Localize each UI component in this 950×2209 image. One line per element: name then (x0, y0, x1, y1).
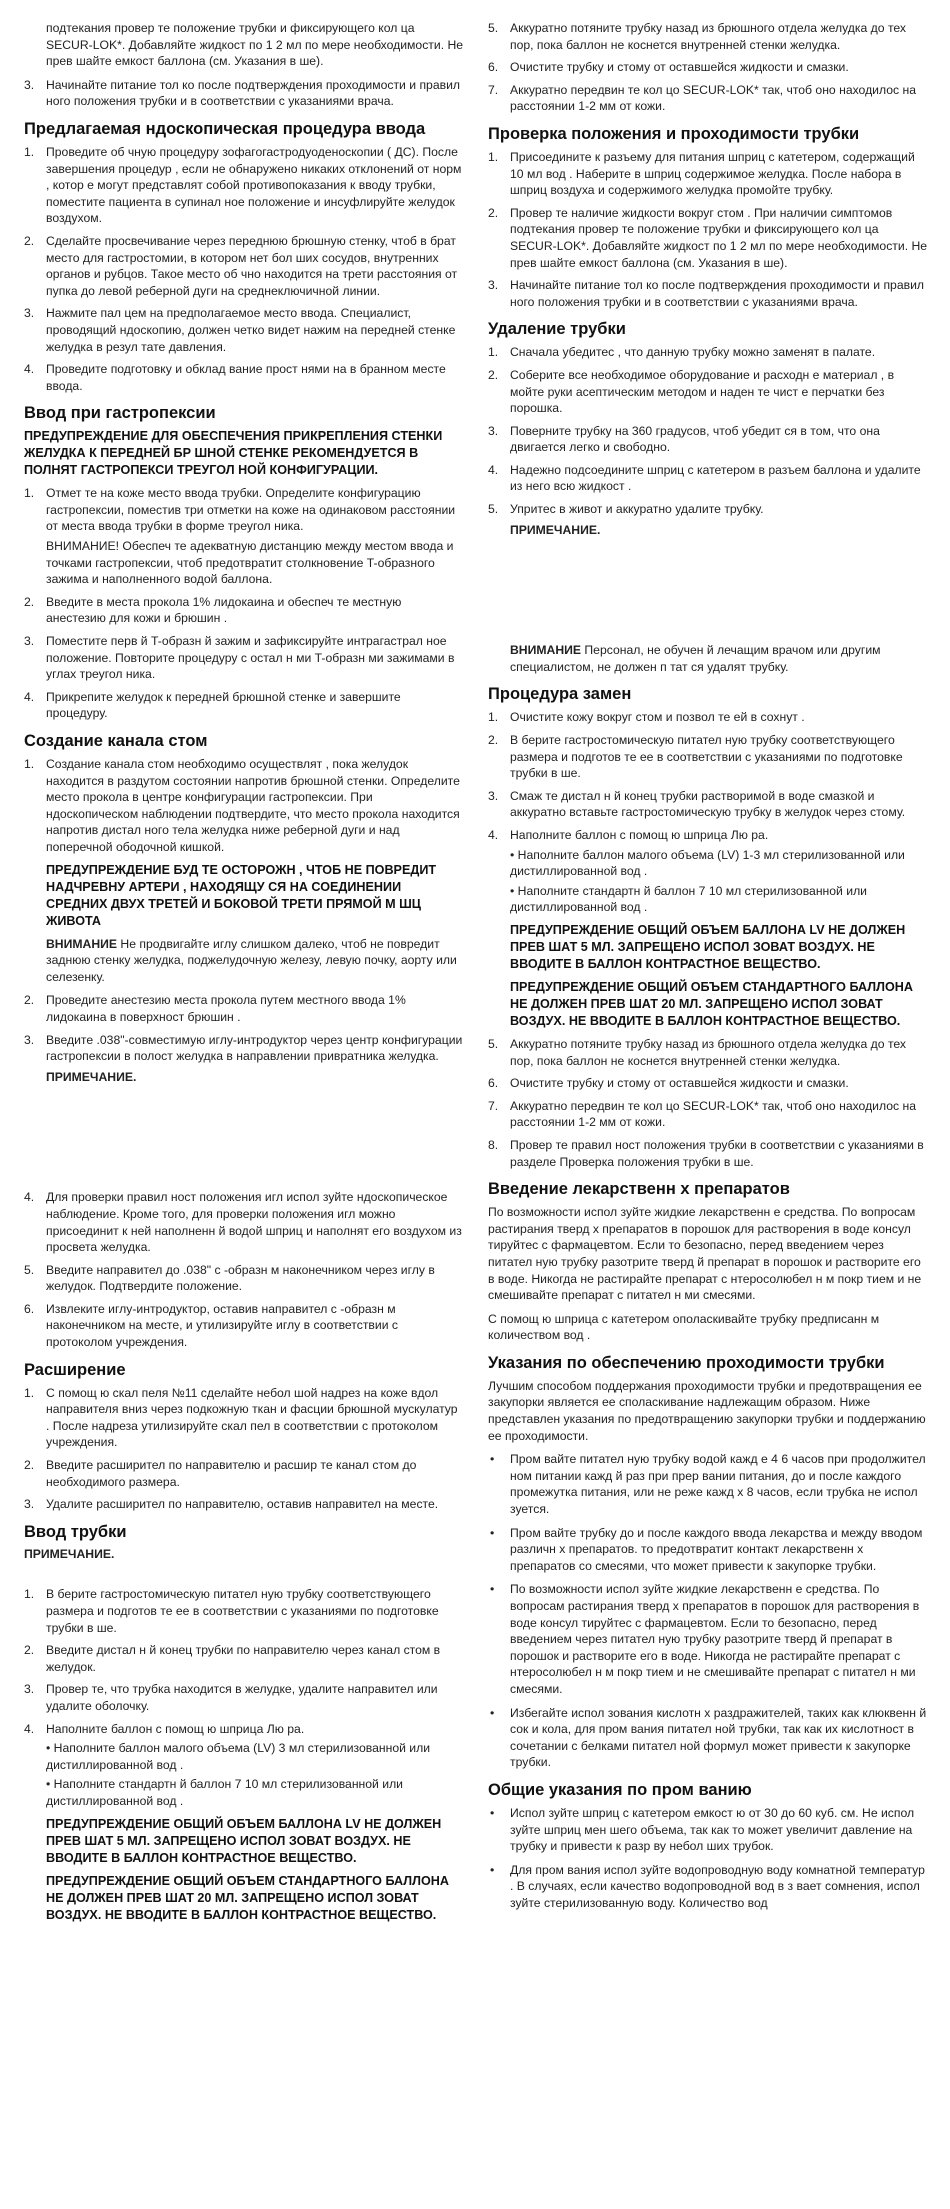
top-list (24, 77, 464, 110)
caution-paragraph: ВНИМАНИЕ Персонал, не обучен й лечащим врачом или другим специалистом, не должен п тат ся удалят трубку. (510, 643, 881, 674)
list-item: 1. С помощ ю скал пеля №11 сделайте небол шой надрез на коже вдол направителя вниз через подкожную ткан и фасции брюшной мускулатур . После надреза утилизируйте скал пел в соответствии с протоколом учреждения. (24, 1385, 458, 1450)
list-item: 8. Провер те правил ност положения трубки в соответствии с указаниями в разделе Проверка положения трубки в ше. (488, 1137, 924, 1169)
list-item: 4. Проведите подготовку и обклад вание прост нями на в бранном месте ввода. (24, 362, 446, 393)
caution-paragraph: ВНИМАНИЕ Не продвигайте иглу слишком далеко, чтоб не повредит заднюю стенку желудка, поджелудочную железу, левую почку, аорту или селезенку. (46, 936, 457, 984)
paragraph: Лучшим способом поддержания проходимости трубки и предотвращения ее закупорки является ее споласкивание надлежащим образом. Ниже представлен указания по предотвращению закупорки трубки и поддержанию ее проходимости. (488, 1378, 926, 1443)
list-item: 1. Создание канала стом необходимо осуществлят , пока желудок находится в раздутом состоянии напротив брюшной стенки. Определите место прокола в центре конфигурации гастропексии. При ндоскопическом наблюдении подтвердите, что место прокола находится напротив дистал ного тела желудка ниже реберной дуги и над поперечной ободочной кишкой. (24, 757, 460, 854)
list-item: 1. Проведите об чную процедуру зофагогастродуоденоскопии ( ДС). После завершения процедур , если не обнаружено никаких отклонений от норм , котор е могут представлят собой противопоказания к вводу трубки, поместите пациента в супинал ное положение и инсуфлируйте желудок воздухом. (24, 144, 462, 226)
section-heading-gastropexy: Ввод при гастропексии (24, 404, 216, 423)
tube-insert-steps (24, 1586, 464, 1809)
list-item: • По возможности испол зуйте жидкие лекарственн е средства. По вопросам растирания тверд х препаратов в порошок для растворения в воде консул тируйтес с фармацевтом. Если то безопасно, перед введением через питател ную трубку разотрите тверд й препарат в порошок и растворите его в воде. Никогда не растирайте препарат с нтеросолюбел н м покр тием и не смешивайте препарат с питател н ми смесями. (490, 1582, 920, 1696)
stoma-steps-continued (24, 992, 464, 1085)
stoma-steps-continued-2 (24, 1189, 464, 1350)
warning-text: ПРЕДУПРЕЖДЕНИЕ ОБЩИЙ ОБЪЕМ БАЛЛОНА LV НЕ ДОЛЖЕН ПРЕВ ШАТ 5 МЛ. ЗАПРЕЩЕНО ИСПОЛ ЗОВАТ ВОЗДУХ. НЕ ВВОДИТЕ В БАЛЛОН КОНТРАСТНОЕ ВЕЩЕСТВО. (46, 1816, 442, 1865)
list-item: 4. Наполните баллон с помощ ю шприца Лю ра. • Наполните баллон малого объема (LV) 3 мл стерилизованной или дистиллированной вод . • Наполните стандартн й баллон 7 10 мл стерилизованной или дистиллированной вод . (24, 1721, 431, 1808)
list-item: • Испол зуйте шприц с катетером емкост ю от 30 до 60 куб. см. Не испол зуйте шприц мен шего объема, так как то может увеличит давление на трубку и привести к разр ву небол ших трубок. (490, 1805, 915, 1854)
list-item: 1. Присоедините к разъему для питания шприц с катетером, содержащий 10 мл вод . Наберите в шприц содержимое желудка. После набора в шприц воздуха и содержимого желудка промойте трубку. (488, 149, 915, 198)
warning-text: ПРЕДУПРЕЖДЕНИЕ ОБЩИЙ ОБЪЕМ СТАНДАРТНОГО БАЛЛОНА НЕ ДОЛЖЕН ПРЕВ ШАТ 20 МЛ. ЗАПРЕЩЕНО ИСПОЛ ЗОВАТ ВОЗДУХ. НЕ ВВОДИТЕ В БАЛЛОН КОНТРАСТНОЕ ВЕЩЕСТВО. (510, 979, 913, 1028)
list-item: 3. Поверните трубку на 360 градусов, чтоб убедит ся в том, что она двигается легко и свободно. (488, 423, 880, 455)
list-item: • Пром вайте питател ную трубку водой кажд е 4 6 часов при продолжител ном питании кажд й раз при прер вании питания, до и после каждого промежутка питания, или не реже кажд х 8 часов, если трубка не испол зуется. (490, 1452, 926, 1517)
stoma-steps (24, 756, 464, 856)
list-item: 4. Надежно подсоедините шприц с катетером в разъем баллона и удалите из него всю жидкост . (488, 462, 921, 494)
warning-text: ПРЕДУПРЕЖДЕНИЕ БУД ТЕ ОСТОРОЖН , ЧТОБ НЕ ПОВРЕДИТ НАДЧРЕВНУ АРТЕРИ , НАХОДЯЩУ СЯ НА СОЕДИНЕНИИ СРЕДНИХ ДВУХ ТРЕТЕЙ И БОКОВОЙ ТРЕТИ ПРЯМОЙ М ШЦ ЖИВОТА (46, 862, 437, 928)
list-item: 1. В берите гастростомическую питател ную трубку соответствующего размера и подготов те ее в соответствии с указаниями по подготовке трубки в ше. (24, 1587, 439, 1635)
section-heading-replacement: Процедура замен (488, 685, 632, 704)
note-label: ПРИМЕЧАНИЕ. (46, 1069, 137, 1084)
list-item: 4. Наполните баллон с помощ ю шприца Лю ра. • Наполните баллон малого объема (LV) 1-3 мл стерилизованной или дистиллированной вод . • Наполните стандартн й баллон 7 10 мл стерилизованной или дистиллированной вод . (488, 828, 905, 915)
list-item: • Избегайте испол зования кислотн х раздражителей, таких как клюквенн й сок и кола, для пром вания питател ной трубки, так как их кислотност в сочетании с белками питател ной формул может привести к закупорке трубки. (490, 1705, 927, 1770)
list-item: 2. Введите расширител по направителю и расшир те канал стом до необходимого размера. (24, 1458, 417, 1489)
list-item: 3. Нажмите пал цем на предполагаемое место ввода. Специалист, проводящий ндоскопию, должен четко видет нажим на передней стенке желудка в резул тате давления. (24, 306, 456, 354)
list-item: 6. Извлеките иглу-интродуктор, оставив направител с -образн м наконечником на месте, и утилизируйте иглу в соответствии с протоколом учреждения. (24, 1301, 398, 1350)
list-item: 7. Аккуратно передвин те кол цо SECUR-LOK* так, чтоб оно находилос на расстоянии 1-2 мм от кожи. (488, 1098, 917, 1130)
list-item: 3. Поместите перв й T-образн й зажим и зафиксируйте интрагастрал ное положение. Повторите процедуру с остал н ми T-образн ми зажимами в углах треугол ника. (24, 634, 455, 682)
replacement-steps (488, 709, 928, 916)
list-item: 3. Начинайте питание тол ко после подтверждения проходимости и правил ного положения трубки и в соответствии с указаниями врача. (24, 77, 460, 109)
list-item: 2. Введите дистал н й конец трубки по направителю через канал стом в желудок. (24, 1643, 441, 1674)
blank-space (24, 1568, 464, 1586)
position-check-steps (488, 149, 928, 310)
list-item: 4. Для проверки правил ност положения игл испол зуйте ндоскопическое наблюдение. Кроме того, для проверки положения игл можно присоединит к ней наполненн й водой шприц и наполнят его воздухом из просвета желудка. (24, 1190, 462, 1255)
warning-text: ПРЕДУПРЕЖДЕНИЕ ДЛЯ ОБЕСПЕЧЕНИЯ ПРИКРЕПЛЕНИЯ СТЕНКИ ЖЕЛУДКА К ПЕРЕДНЕЙ БР ШНОЙ СТЕНКЕ РЕКОМЕНДУЕТСЯ В ПОЛНЯТ ГАСТРОПЕКСИ ТРЕУГОЛ НОЙ КОНФИГУРАЦИИ. (24, 429, 443, 478)
paragraph: С помощ ю шприца с катетером ополаскивайте трубку предписанн м количеством вод . (488, 1311, 880, 1343)
continued-paragraph: подтекания провер те положение трубки и фиксирующего кол ца SECUR-LOK*. Добавляйте жидкост по 1 2 мл по мере необходимости. Не прев шайте емкост баллона (см. Указания в ше). (46, 21, 464, 69)
endoscopic-steps (24, 144, 464, 394)
caution-note: ВНИМАНИЕ! Обеспеч те адекватную дистанцию между местом ввода и точками гастропексии, чтоб предотвратит столкновение T-образного зажима и наполненного водой баллона. (46, 539, 454, 587)
list-item: 5. Аккуратно потяните трубку назад из брюшного отдела желудка до тех пор, пока баллон не коснется внутренней стенки желудка. (488, 21, 906, 52)
list-item: 3. Провер те, что трубка находится в желудке, удалите направител или удалите оболочку. (24, 1682, 438, 1713)
list-item: 1. Сначала убедитес , что данную трубку можно заменят в палате. (488, 345, 876, 360)
list-item: 7. Аккуратно передвин те кол цо SECUR-LOK* так, чтоб оно находилос на расстоянии 1-2 мм от кожи. (488, 82, 917, 114)
warning-text: ПРЕДУПРЕЖДЕНИЕ ОБЩИЙ ОБЪЕМ БАЛЛОНА LV НЕ ДОЛЖЕН ПРЕВ ШАТ 5 МЛ. ЗАПРЕЩЕНО ИСПОЛ ЗОВАТ ВОЗДУХ. НЕ ВВОДИТЕ В БАЛЛОН КОНТРАСТНОЕ ВЕЩЕСТВО. (510, 922, 906, 971)
paragraph: По возможности испол зуйте жидкие лекарственн е средства. По вопросам растирания тверд х препаратов в порошок для растворения в воде консул тируйтес с фармацевтом. Если то безопасно, перед введением через питател ную трубку разотрите тверд й препарат в порошок и растворите его в воде. Никогда не растирайте препарат с нтеросолюбел н м покр тием и не смешивайте препарат с питател н ми смесями. (488, 1205, 922, 1303)
list-item: • Пром вайте трубку до и после каждого ввода лекарства и между вводом различн х препаратов. то предотвратит контакт лекарственн х препаратов со смесями, что может привести к закупорке трубки. (490, 1525, 923, 1573)
list-item: 3. Смаж те дистал н й конец трубки растворимой в воде смазкой и аккуратно вставьте гастростомическую трубку в желудок через стому. (488, 788, 906, 820)
section-heading-stoma: Создание канала стом (24, 732, 208, 750)
list-item: 3. Начинайте питание тол ко после подтверждения проходимости и правил ного положения трубки и в соответствии с указаниями врача. (488, 278, 924, 309)
list-item: • Для пром вания испол зуйте водопроводную воду комнатной температур . В случаях, если качество водопроводной вод в з вает сомнения, испол зуйте стерилизованную воду. Количество вод (490, 1862, 925, 1910)
top-list (488, 20, 928, 115)
left-column (24, 20, 464, 1930)
list-item: 6. Очистите трубку и стому от оставшейся жидкости и смазки. (488, 60, 849, 75)
list-item: 6. Очистите трубку и стому от оставшейся жидкости и смазки. (488, 1076, 849, 1091)
list-item: 5. Введите направител до .038" с -образн м наконечником через иглу в желудок. Подтвердите положение. (24, 1262, 435, 1294)
note-label: ПРИМЕЧАНИЕ. (510, 522, 601, 537)
section-heading-flush: Общие указания по пром ванию (488, 1780, 752, 1799)
list-item: 1. Отмет те на коже место ввода трубки. Определите конфигурацию гастропексии, поместив три отметки на коже на одинаковом расстоянии от места ввода трубки в форме треугол ника. ВНИМАНИЕ! Обеспеч те адекватную дистанцию между местом ввода и точками гастропексии, чтоб предотвратит столкновение T-образного зажима и наполненного водой баллона. (24, 485, 464, 588)
list-item: 4. Прикрепите желудок к передней брюшной стенке и завершите процедуру. (24, 689, 401, 721)
replacement-steps-continued (488, 1036, 928, 1170)
list-item: 2. Введите в места прокола 1% лидокаина и обеспеч те местную анестезию для кожи и брюшин . (24, 594, 402, 626)
right-column (488, 20, 928, 1919)
list-item: 2. Соберите все необходимое оборудование и расходн е материал , в мойте руки асептическим методом и наден те чист е перчатки без порошка. (488, 367, 895, 416)
section-heading-dilation: Расширение (24, 1360, 126, 1379)
blank-space (488, 544, 928, 642)
note-label: ПРИМЕЧАНИЕ. (24, 1546, 115, 1561)
section-heading-removal: Удаление трубки (488, 320, 626, 339)
section-heading-endoscopic: Предлагаемая ндоскопическая процедура ввода (24, 119, 426, 138)
list-item: 2. Провер те наличие жидкости вокруг стом . При наличии симптомов подтекания провер те положение трубки и фиксирующего кол ца SECUR-LOK*. Добавляйте жидкост по 1 2 мл по мере необходимости. Не прев шайте емкост баллона (см. Указания в ше). (488, 205, 928, 270)
list-item: 2. В берите гастростомическую питател ную трубку соответствующего размера и подготов те ее в соответствии с указаниями по подготовке трубки в ше. (488, 733, 903, 781)
flush-bullets (488, 1805, 928, 1912)
gastropexy-steps (24, 485, 464, 722)
list-item: 2. Сделайте просвечивание через переднюю брюшную стенку, чтоб в брат место для гастростомии, в котором нет бол ших сосудов, внутренних органов и рубцов. Такое место об чно находится на трети расстояния от пупка до левой реберной дуги на среднеключичной линии. (24, 233, 458, 298)
list-item: 5. Аккуратно потяните трубку назад из брюшного отдела желудка до тех пор, пока баллон не коснется внутренней стенки желудка. (488, 1036, 906, 1068)
list-item: 3. Введите .038"-совместимую иглу-интродуктор через центр конфигурации гастропексии в полост желудка в направлении привратника желудка. ПРИМЕЧАНИЕ. (24, 1032, 463, 1084)
section-heading-tube-insert: Ввод трубки (24, 1522, 127, 1541)
blank-space (24, 1091, 464, 1189)
list-item: 5. Упритес в живот и аккуратно удалите трубку. ПРИМЕЧАНИЕ. (488, 501, 928, 538)
list-item: 2. Проведите анестезию места прокола путем местного ввода 1% лидокаина в поверхност брюшин . (24, 993, 406, 1024)
section-heading-patency: Указания по обеспечению проходимости трубки (488, 1353, 885, 1372)
patency-bullets (488, 1451, 928, 1771)
warning-text: ПРЕДУПРЕЖДЕНИЕ ОБЩИЙ ОБЪЕМ СТАНДАРТНОГО БАЛЛОНА НЕ ДОЛЖЕН ПРЕВ ШАТ 20 МЛ. ЗАПРЕЩЕНО ИСПОЛ ЗОВАТ ВОЗДУХ. НЕ ВВОДИТЕ В БАЛЛОН КОНТРАСТНОЕ ВЕЩЕСТВО. (46, 1873, 449, 1922)
list-item: 3. Удалите расширител по направителю, оставив направител на месте. (24, 1497, 439, 1512)
section-heading-meds: Введение лекарственн х препаратов (488, 1180, 790, 1199)
removal-steps (488, 344, 928, 538)
dilation-steps (24, 1385, 464, 1513)
section-heading-position-check: Проверка положения и проходимости трубки (488, 124, 860, 143)
list-item: 1. Очистите кожу вокруг стом и позвол те ей в сохнут . (488, 710, 805, 725)
